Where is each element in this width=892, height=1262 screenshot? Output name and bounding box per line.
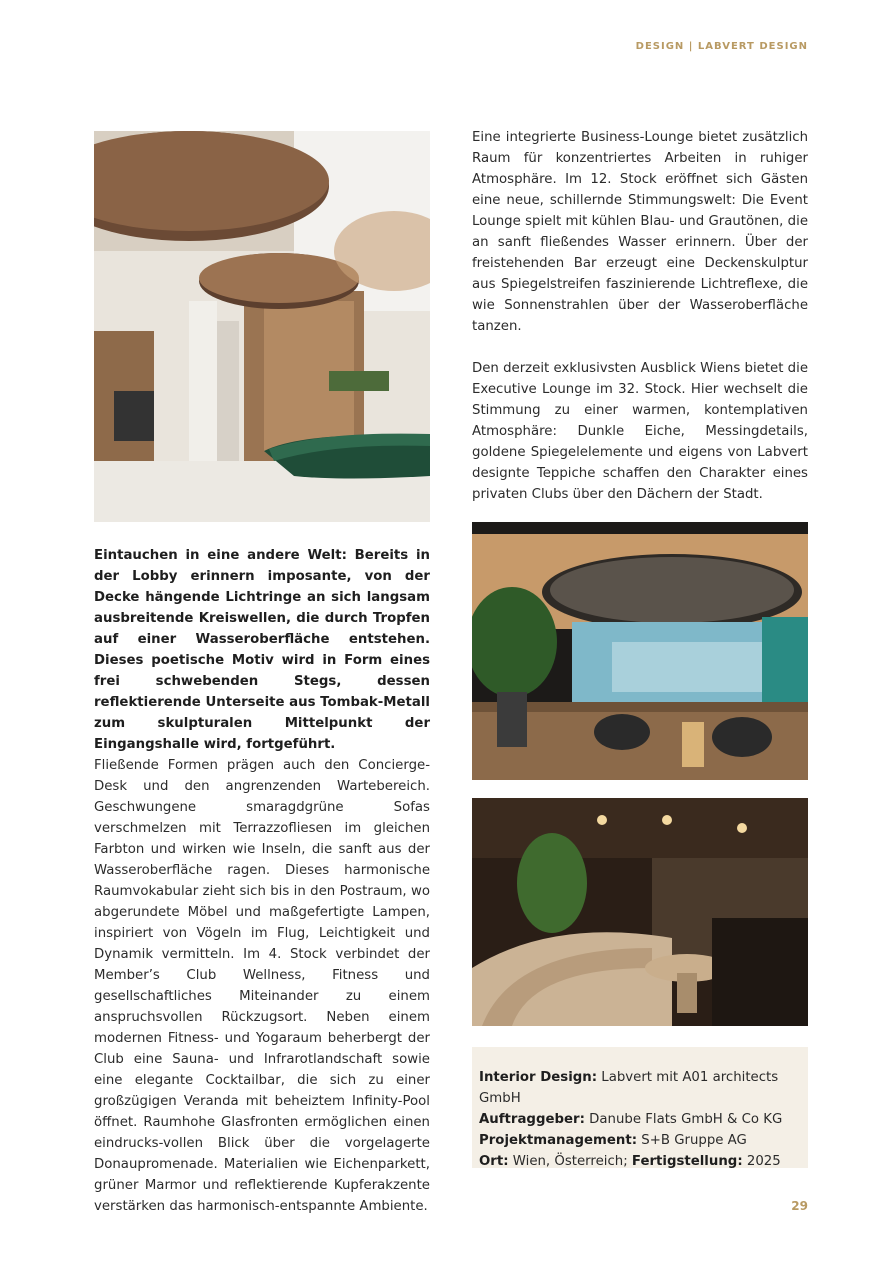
body-paragraph-right-2: Den derzeit exklusivsten Ausblick Wiens bietet die Executive Lounge im 32. Stock. Hier wechselt die Stimmung zu einer warmen, kontemplativen Atmosphäre: Dunkle Eiche, Messingdetails, goldene Spiegelelemente und eigens von Labvert designte Teppiche schaffen den Charakter eines privaten Clubs über den Dächern der Stadt. <box>472 361 808 502</box>
page-number: 29 <box>791 1199 808 1213</box>
right-column <box>472 127 808 505</box>
project-credits-box <box>472 1047 808 1168</box>
credit-location-completion: Ort: Wien, Österreich; Fertigstellung: 2025 <box>479 1154 781 1169</box>
left-column <box>94 545 430 1217</box>
event-lounge-photo <box>472 522 808 780</box>
body-paragraph-left: Fließende Formen prägen auch den Concierge-Desk und den angrenzenden Wartebereich. Geschwungene smaragdgrüne Sofas verschmelzen mit Terrazzofliesen im gleichen Farbton und wirken wie Inseln, die sanft aus der Wasseroberfläche ragen. Dieses harmonische Raumvokabular zieht sich bis in den Postraum, wo abgerundete Möbel und maßgefertigte Lampen, inspiriert von Vögeln im Flug, Leichtigkeit und Dynamik vermitteln. Im 4. Stock verbindet der Member’s Club Wellness, Fitness und gesellschaftliches Miteinander zu einem anspruchsvollen Rückzugsort. Neben einem modernen Fitness- und Yogaraum beherbergt der Club eine Sauna- und Infrarotlandschaft sowie eine elegante Cocktailbar, die sich zu einer großzügigen Veranda mit beheiztem Infinity-Pool öffnet. Raumhohe Glasfronten ermöglichen einen eindrucks-vollen Blick über die vorgelagerte Donaupromenade. Materialien wie Eichenparkett, grüner Marmor und reflektierende Kupferakzente verstärken das harmonisch-entspannte Ambiente. <box>94 758 430 1214</box>
lead-paragraph: Eintauchen in eine andere Welt: Bereits in der Lobby erinnern imposante, von der Decke hängende Lichtringe an sich langsam ausbreitende Kreiswellen, die durch Tropfen auf einer Wasseroberfläche entstehen. Dieses poetische Motiv wird in Form eines frei schwebenden Stegs, dessen reflektierende Unterseite aus Tombak-Metall zum skulpturalen Mittelpunkt der Eingangshalle wird, fortgeführt. <box>94 548 430 752</box>
credit-client: Auftraggeber: Danube Flats GmbH & Co KG <box>479 1112 783 1127</box>
credit-project-management: Projektmanagement: S+B Gruppe AG <box>479 1133 747 1148</box>
body-paragraph-right-1: Eine integrierte Business-Lounge bietet zusätzlich Raum für konzentriertes Arbeiten in ruhiger Atmosphäre. Im 12. Stock eröffnet sich Gästen eine neue, schillernde Stimmungswelt: Die Event Lounge spielt mit kühlen Blau- und Grautönen, die an sanft fließendes Wasser erinnern. Über der freistehenden Bar erzeugt eine Deckenskulptur aus Spiegelstreifen faszinierende Lichtreflexe, die wie Sonnenstrahlen über der Wasseroberfläche tanzen. <box>472 130 808 334</box>
executive-lounge-photo <box>472 798 808 1026</box>
lobby-photo <box>94 131 430 522</box>
credit-interior-design: Interior Design: Labvert mit A01 architects GmbH <box>479 1070 779 1106</box>
running-header: DESIGN | LABVERT DESIGN <box>635 41 808 52</box>
